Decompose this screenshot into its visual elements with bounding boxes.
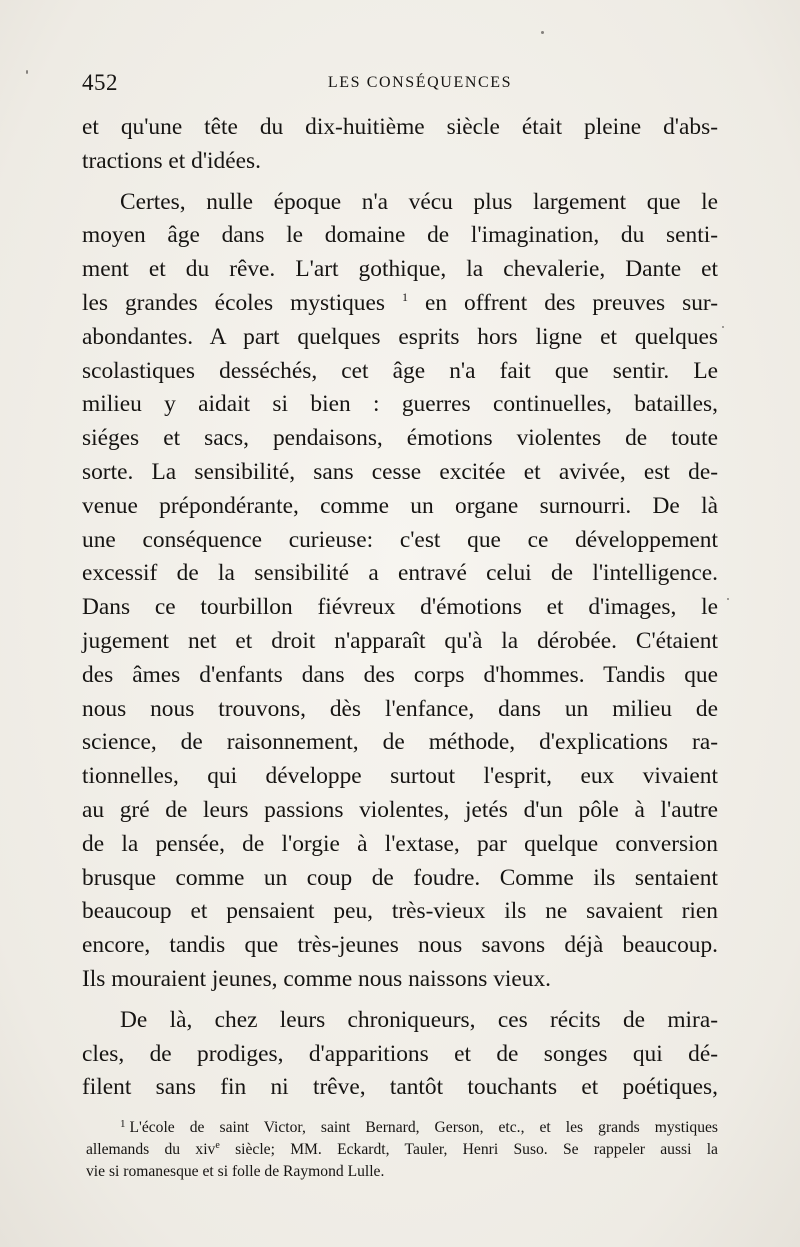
footnote-line: vie si romanesque et si folle de Raymond Lulle. [86,1163,385,1180]
text-line: jugement net et droit n'apparaît qu'à la dérobée. C'étaient [82,627,718,654]
footnotes [86,1113,718,1183]
text-line: au gré de leurs passions violentes, jetés d'un pôle à l'autre [82,796,718,823]
text-line: cles, de prodiges, d'apparitions et de songes qui dé- [82,1040,718,1067]
page-header [82,70,718,100]
text-line: nous nous trouvons, dès l'enfance, dans un milieu de [82,695,718,722]
footnote-mark: 1 [120,1118,126,1130]
text-line: et qu'une tête du dix-huitième siècle était pleine d'abs- [82,114,718,140]
footnote-text: L'école de saint Victor, saint Bernard, Gerson, etc., et les grands mystiques [129,1119,718,1136]
text-line: scolastiques desséchés, cet âge n'a fait que sentir. Le [82,357,718,384]
text-line-with-footnote-ref [82,287,718,321]
ink-fleck [722,326,724,328]
text-line: tractions et d'idées. [82,147,261,174]
text-line: beaucoup et pensaient peu, très-vieux ils ne savaient rien [82,898,718,925]
text-line: brusque comme un coup de foudre. Comme ils sentaient [82,864,718,891]
text-line: excessif de la sensibilité a entravé celui de l'intelligence. [82,560,718,587]
text-line: encore, tandis que très-jeunes nous savons déjà beaucoup. [82,932,718,959]
text-line: filent sans fin ni trêve, tantôt touchants et poétiques, [82,1074,718,1101]
footnote-line [86,1113,718,1139]
text-line: une conséquence curieuse: c'est que ce développement [82,526,718,553]
footnote-line [86,1139,718,1161]
text-line: Ils mouraient jeunes, comme nous naissons vieux. [82,965,552,992]
ink-fleck [26,70,28,74]
running-head: LES CONSÉQUENCES [327,74,513,91]
text-line: De là, chez leurs chroniqueurs, ces récits de mira- [120,1006,718,1033]
footnote-text: allemands du xiv [86,1141,216,1158]
text-segment: en offrent des preuves sur- [424,289,718,316]
text-line: Dans ce tourbillon fiévreux d'émotions et d'images, le [82,594,718,621]
text-line: siéges et sacs, pendaisons, émotions violentes de toute [82,425,718,452]
text-line: ment et du rêve. L'art gothique, la chevalerie, Dante et [82,256,718,283]
text-line: de la pensée, de l'orgie à l'extase, par quelque conversion [82,830,718,857]
text-line: milieu y aidait si bien : guerres continuelles, batailles, [82,391,718,418]
text-line: tionnelles, qui développe surtout l'esprit, eux vivaient [82,763,718,790]
text-line: sorte. La sensibilité, sans cesse excitée et avivée, est de- [82,458,718,485]
footnote-reference: 1 [401,289,408,304]
text-line: des âmes d'enfants dans des corps d'hommes. Tandis que [82,661,718,688]
body-text [82,111,718,1105]
ink-fleck [541,31,544,34]
text-line: science, de raisonnement, de méthode, d'explications ra- [82,729,718,756]
page-number: 452 [82,70,118,95]
text-line: venue prépondérante, comme un organe surnourri. De là [82,492,718,519]
text-segment: les grandes écoles mystiques [82,289,385,316]
ink-fleck [727,598,729,600]
text-line: moyen âge dans le domaine de l'imagination, du senti- [82,222,718,249]
footnote-text: siècle; MM. Eckardt, Tauler, Henri Suso. Se rappeler aussi la [219,1141,718,1158]
footnote-superscript: e [215,1140,220,1151]
text-line: abondantes. A part quelques esprits hors ligne et quelques [82,323,718,350]
text-line: Certes, nulle époque n'a vécu plus largement que le [120,188,718,215]
